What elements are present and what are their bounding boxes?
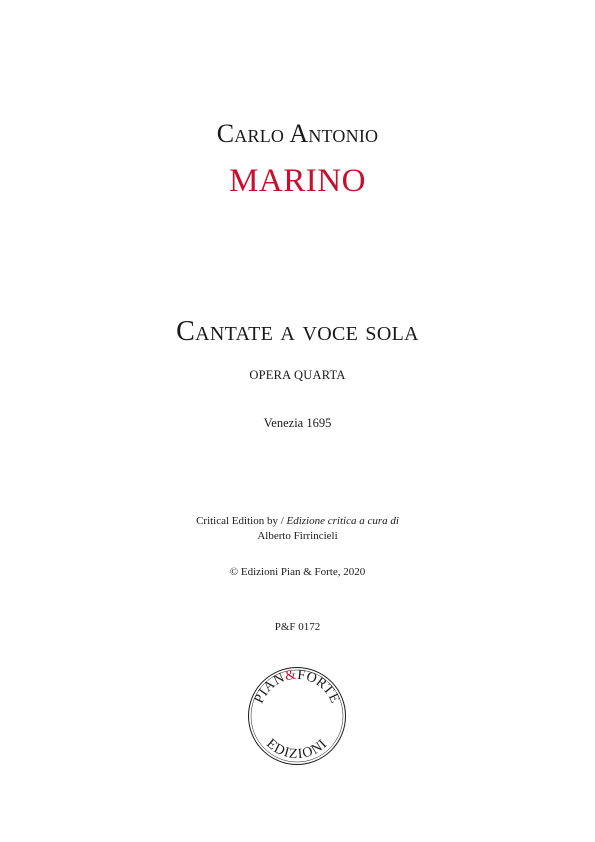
edition-credit-line <box>0 515 595 527</box>
composer-first-names: Carlo Antonio <box>216 119 379 148</box>
logo-text-ampersand: & <box>284 667 298 685</box>
catalog-number: P&F 0172 <box>274 621 321 633</box>
copyright-notice: © Edizioni Pian & Forte, 2020 <box>229 566 366 578</box>
logo-text-pian: PIAN <box>251 670 288 706</box>
edition-credit-italian: Edizione critica a cura di <box>286 515 399 527</box>
work-subtitle: OPERA QUARTA <box>249 368 346 382</box>
logo-text-forte: FORTE <box>296 667 343 706</box>
work-title: Cantate a voce sola <box>176 316 419 347</box>
logo-top-text <box>252 668 343 706</box>
publication-place-year: Venezia 1695 <box>263 416 332 430</box>
composer-surname: MARINO <box>229 163 366 199</box>
edition-credit-english: Critical Edition by / <box>196 515 287 527</box>
logo-bottom-text: EDIZIONI <box>263 736 331 763</box>
publisher-logo <box>247 666 347 766</box>
editor-name: Alberto Firrincieli <box>257 530 338 542</box>
